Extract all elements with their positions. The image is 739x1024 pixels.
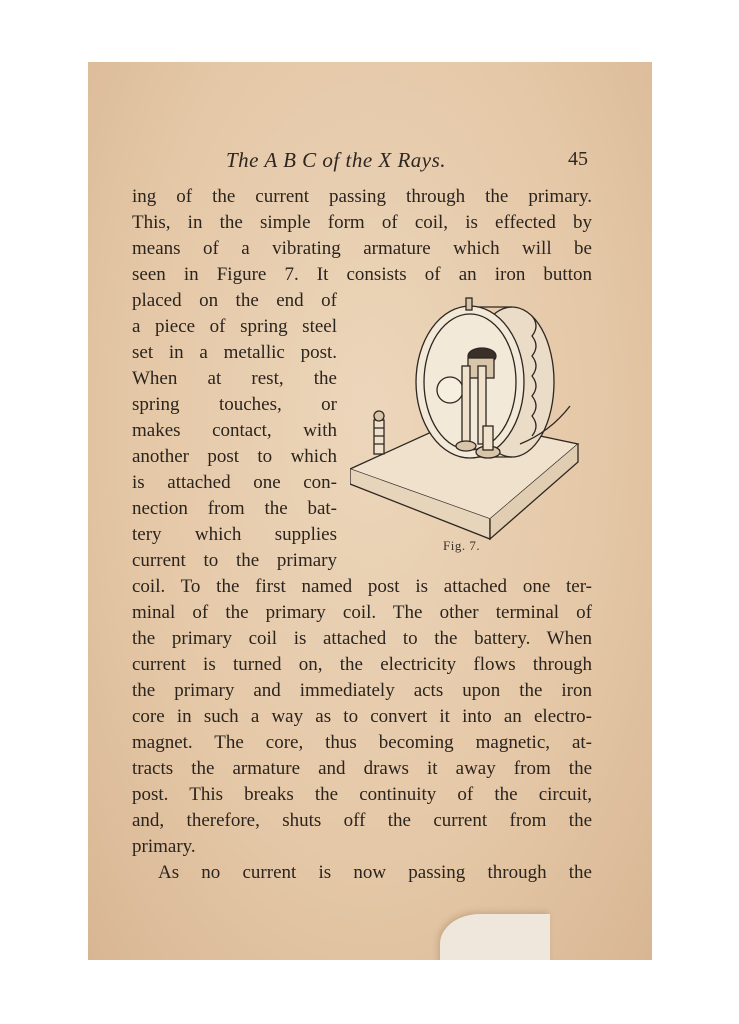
text-line: As no current is now passing through the [158, 862, 592, 883]
text-line: placed on the end of [132, 290, 337, 311]
text-line: primary. [132, 836, 196, 857]
page-number: 45 [568, 148, 588, 170]
text-line: ing of the current passing through the primary. [132, 186, 592, 207]
text-line: coil. To the first named post is attached one ter- [132, 576, 592, 597]
text-line: tracts the armature and draws it away from the [132, 758, 592, 779]
text-line: means of a vibrating armature which will be [132, 238, 592, 259]
text-line: another post to which [132, 446, 337, 467]
text-line: core in such a way as to convert it into an electro- [132, 706, 592, 727]
text-line: spring touches, or [132, 394, 337, 415]
running-title: The A B C of the X Rays. [226, 148, 447, 172]
text-line: nection from the bat- [132, 498, 337, 519]
text-line: makes contact, with [132, 420, 337, 441]
text-line: set in a metallic post. [132, 342, 337, 363]
figure-7-illustration [350, 294, 600, 544]
text-line: and, therefore, shuts off the current from the [132, 810, 592, 831]
text-line: When at rest, the [132, 368, 337, 389]
text-line: minal of the primary coil. The other terminal of [132, 602, 592, 623]
text-line: current is turned on, the electricity flows through [132, 654, 592, 675]
text-line: This, in the simple form of coil, is effected by [132, 212, 592, 233]
figure-caption: Fig. 7. [443, 538, 481, 553]
page-fold-shadow [440, 914, 550, 960]
text-line: magnet. The core, thus becoming magnetic, at- [132, 732, 592, 753]
text-line: seen in Figure 7. It consists of an iron button [132, 264, 592, 285]
text-line: the primary and immediately acts upon the iron [132, 680, 592, 701]
text-line: is attached one con- [132, 472, 337, 493]
book-page [88, 62, 652, 960]
text-line: tery which supplies [132, 524, 337, 545]
text-line: a piece of spring steel [132, 316, 337, 337]
text-line: post. This breaks the continuity of the circuit, [132, 784, 592, 805]
text-line: current to the primary [132, 550, 337, 571]
text-line: the primary coil is attached to the battery. When [132, 628, 592, 649]
